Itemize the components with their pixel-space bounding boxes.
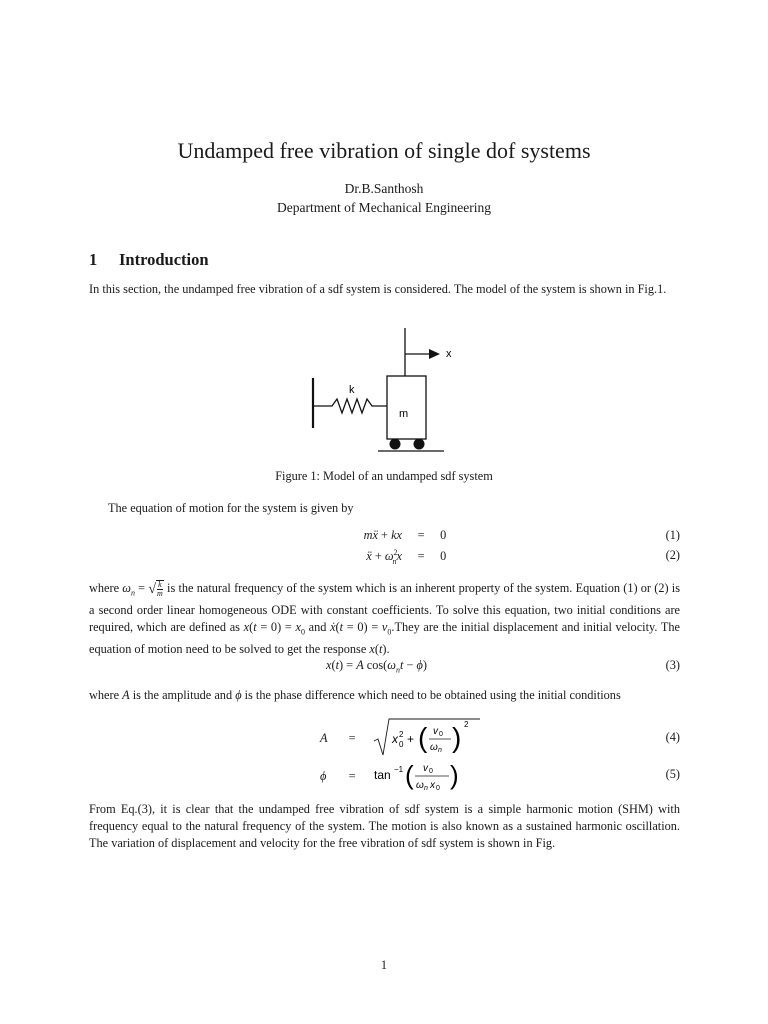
svg-text:2: 2 <box>464 720 469 729</box>
svg-text:v: v <box>433 726 439 737</box>
figure-caption: Figure 1: Model of an undamped sdf system <box>275 469 493 483</box>
equation-4: A = x 2 0 + ( v 0 ω n ) 2 <box>320 717 482 757</box>
para-amplitude-text-2: is the phase difference which need to be obtained using the initial conditions <box>244 688 621 702</box>
sqrt-expression-A <box>372 717 482 759</box>
spring-line <box>313 399 387 413</box>
paper-title: Undamped free vibration of single dof systems <box>177 138 591 163</box>
equation-2: ẍ + $\omega^2_nx = 0$ <box>366 548 447 566</box>
label-x: x <box>446 348 452 360</box>
displacement-arrowhead <box>429 349 440 359</box>
svg-text:): ) <box>450 760 459 790</box>
svg-text:v: v <box>423 763 429 774</box>
svg-text:+: + <box>407 732 415 746</box>
svg-text:0: 0 <box>399 740 404 749</box>
svg-text:0: 0 <box>439 731 444 738</box>
para-amplitude-text-1: is the amplitude and <box>132 688 233 702</box>
intro-paragraph: In this section, the undamped free vibration of a sdf system is considered. The model of the system is shown in Fig.1. <box>89 282 667 296</box>
equation-3: x(t) = A $\cos(\omega_nt - \phi)$ <box>326 658 427 675</box>
label-k: k <box>349 384 355 396</box>
author-name: Dr.B.Santhosh <box>344 181 424 196</box>
equation-number-1: (1) <box>665 528 680 542</box>
page-number: 1 <box>380 958 388 972</box>
equation-number-2: (2) <box>665 548 680 562</box>
svg-text:(: ( <box>405 760 414 790</box>
equation-5: ϕ = tan −1 ( v 0 ω n x 0 ) <box>320 758 472 794</box>
arctan-expression-phi <box>372 758 472 794</box>
figure-sdf-model <box>310 326 460 456</box>
svg-text:n: n <box>424 785 429 792</box>
section-heading <box>89 250 209 270</box>
svg-text:n: n <box>438 747 443 754</box>
svg-text:(: ( <box>418 722 428 753</box>
section-title: Introduction <box>119 250 209 269</box>
wheel-right <box>414 439 425 450</box>
para-where-text-1: is the natural frequency of the system which is an inherent property of the system. Equation (1) or (2) is a second order linear homogeneous ODE with constant coefficients. To solve this equation, two initial conditions are required, which are defined as <box>89 581 681 634</box>
author-department: Department of Mechanical Engineering <box>276 200 492 215</box>
svg-text:−1: −1 <box>394 765 404 774</box>
section-number: 1 <box>89 250 98 269</box>
para-where-text-2: .They are the initial displacement and initial velocity. The equation of motion need to be solved to get the response <box>89 619 680 656</box>
equation-1: mẍ + kx = 0 <box>363 528 447 542</box>
svg-text:tan: tan <box>374 768 391 782</box>
eom-intro: The equation of motion for the system is given by <box>108 501 354 515</box>
amplitude-paragraph: where A is the amplitude and ϕ is the phase difference which need to be obtained using the initial conditions <box>89 688 621 702</box>
shm-paragraph: From Eq.(3), it is clear that the undamped free vibration of sdf system is a simple harmonic motion (SHM) with frequency equal to the natural frequency of the system. The motion is also known as a sustained harmonic oscillation. The variation of displacement and velocity for the free vibration of sdf system is shown in Fig. <box>89 802 680 851</box>
natural-frequency-paragraph: where $\omega_n = √\frac{k}{m}$ is the natural frequency of the system which is an inherent property of the system. Equation (1) or (2) is a second order linear homogeneous ODE with constant coefficients. To solve this equation, two initial conditions are required, which are defined as $x(t = 0) = x_0$ and ẋ(t = $0) = v_0.They$ are the initial displacement and initial velocity. The equation of motion need to be solved to get the response x(t). <box>89 580 681 656</box>
svg-text:0: 0 <box>429 768 434 775</box>
svg-text:2: 2 <box>399 730 404 739</box>
svg-text:0: 0 <box>436 785 441 792</box>
svg-text:): ) <box>452 722 462 753</box>
label-m: m <box>399 408 409 420</box>
svg-text:x: x <box>430 780 436 791</box>
svg-text:ω: ω <box>430 742 438 753</box>
svg-text:x: x <box>392 732 399 746</box>
equation-number-4: (4) <box>665 730 680 744</box>
equation-number-3: (3) <box>665 658 680 672</box>
svg-text:ω: ω <box>416 780 424 791</box>
equation-number-5: (5) <box>665 767 680 781</box>
wheel-left <box>390 439 401 450</box>
